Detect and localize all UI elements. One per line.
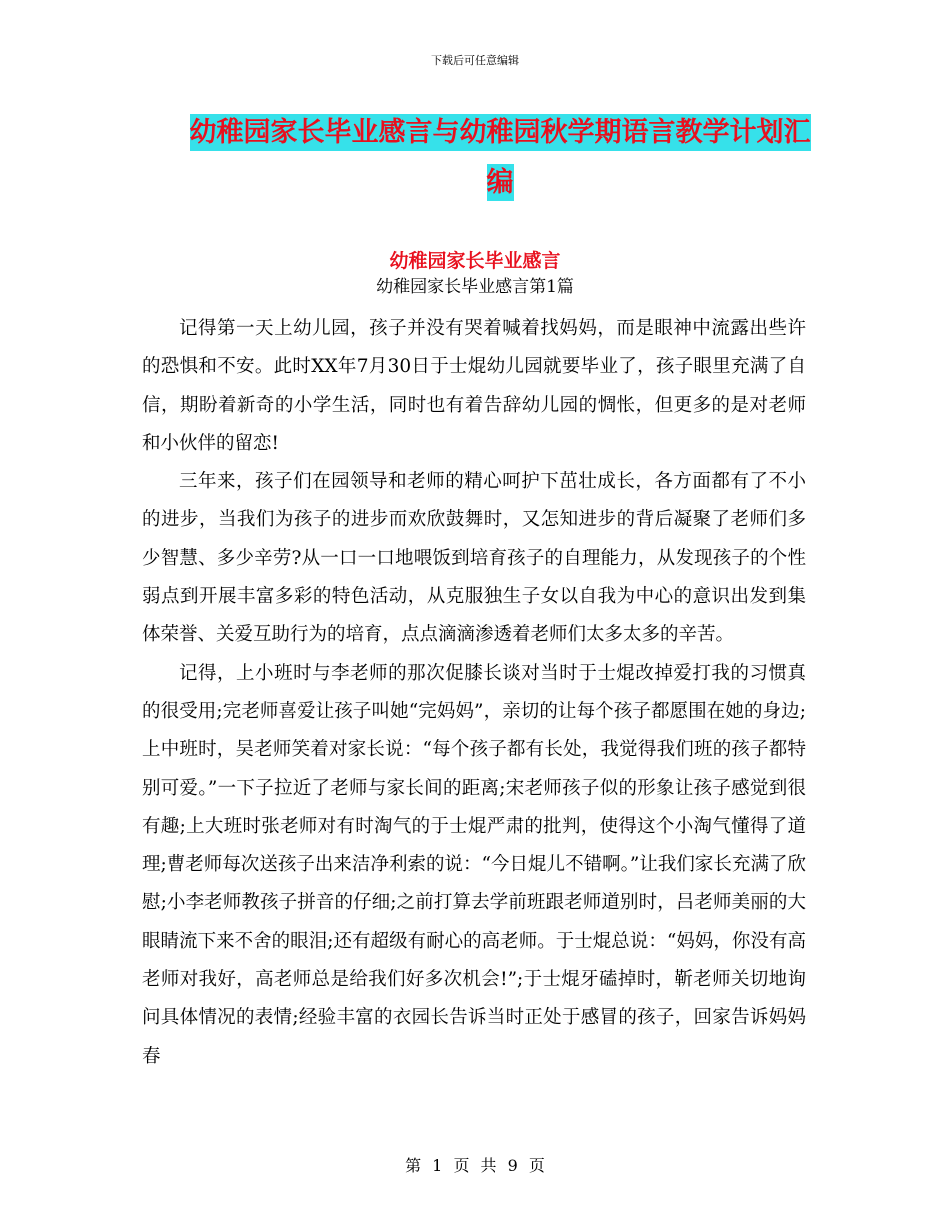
page-number-footer: 第 1 页 共 9 页 bbox=[405, 1156, 545, 1175]
article-body bbox=[142, 310, 806, 1076]
paragraph-3: 记得，上小班时与李老师的那次促膝长谈对当时于士焜改掉爱打我的习惯真的很受用;完老师喜爱让孩子叫她“完妈妈”，亲切的让每个孩子都愿围在她的身边;上中班时，吴老师笑着对家长说：“每个孩子都有长处，我觉得我们班的孩子都特别可爱。”一下子拉近了老师与家长间的距离;宋老师孩子似的形象让孩子感觉到很有趣;上大班时张老师对有时淘气的于士焜严肃的批判，使得这个小淘气懂得了道理;曹老师每次送孩子出来洁净利索的说：“今日焜儿不错啊。”让我们家长充满了欣慰;小李老师教孩子拼音的仔细;之前打算去学前班跟老师道别时，吕老师美丽的大眼睛流下来不舍的眼泪;还有超级有耐心的高老师。于士焜总说：“妈妈，你没有高老师对我好，高老师总是给我们好多次机会!”;于士焜牙磕掉时，靳老师关切地询问具体情况的表情;经验丰富的衣园长告诉当时正处于感冒的孩子，回家告诉妈妈春 bbox=[142, 662, 806, 1067]
section-title: 幼稚园家长毕业感言 bbox=[389, 250, 561, 272]
document-title bbox=[180, 108, 820, 208]
paragraph-2: 三年来，孩子们在园领导和老师的精心呵护下茁壮成长，各方面都有了不小的进步，当我们为孩子的进步而欢欣鼓舞时，又怎知进步的背后凝聚了老师们多少智慧、多少辛劳?从一口一口地喂饭到培育孩子的自理能力，从发现孩子的个性弱点到开展丰富多彩的特色活动，从克服独生子女以自我为中心的意识出发到集体荣誉、关爱互助行为的培育，点点滴滴渗透着老师们太多太多的辛苦。 bbox=[142, 471, 806, 646]
paragraph-1: 记得第一天上幼儿园，孩子并没有哭着喊着找妈妈，而是眼神中流露出些许的恐惧和不安。此时XX年7月30日于士焜幼儿园就要毕业了，孩子眼里充满了自信，期盼着新奇的小学生活，同时也有着告辞幼儿园的惆怅，但更多的是对老师和小伙伴的留恋! bbox=[142, 318, 806, 454]
page-header-note: 下载后可任意编辑 bbox=[431, 54, 519, 67]
article-subtitle: 幼稚园家长毕业感言第1篇 bbox=[376, 277, 574, 297]
document-title-line-2: 编 bbox=[487, 164, 514, 201]
document-title-line-1: 幼稚园家长毕业感言与幼稚园秋学期语言教学计划汇 bbox=[190, 114, 811, 151]
